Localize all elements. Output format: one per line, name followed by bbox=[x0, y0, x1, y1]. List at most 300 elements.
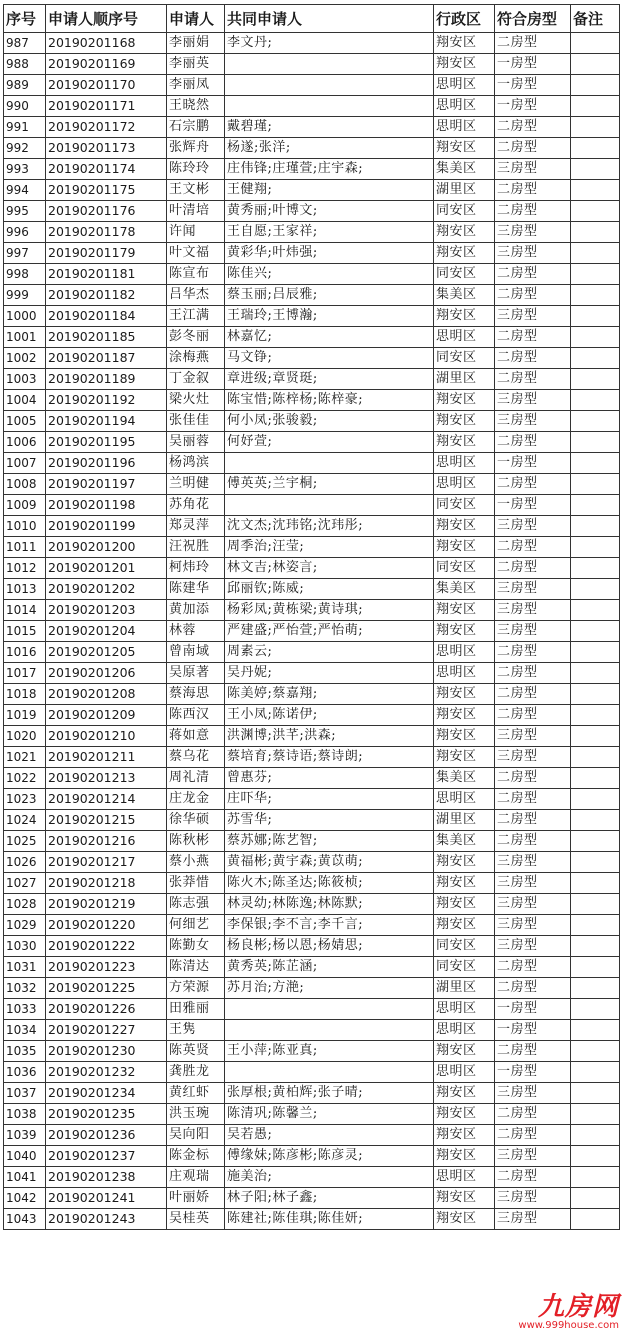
table-row bbox=[4, 789, 620, 810]
cell-remark bbox=[571, 96, 620, 117]
cell-district: 翔安区 bbox=[434, 1146, 495, 1167]
cell-house-type: 三房型 bbox=[495, 579, 571, 600]
table-row bbox=[4, 54, 620, 75]
table-row bbox=[4, 1188, 620, 1209]
cell-remark bbox=[571, 138, 620, 159]
cell-district: 集美区 bbox=[434, 285, 495, 306]
cell-house-type: 二房型 bbox=[495, 180, 571, 201]
cell-co-applicants: 王瑞玲;王博瀚; bbox=[225, 306, 434, 327]
cell-applicant-no: 20190201200 bbox=[46, 537, 167, 558]
cell-remark bbox=[571, 915, 620, 936]
cell-remark bbox=[571, 684, 620, 705]
cell-applicant: 吴向阳 bbox=[167, 1125, 225, 1146]
cell-co-applicants: 周季治;汪莹; bbox=[225, 537, 434, 558]
cell-applicant: 庄龙金 bbox=[167, 789, 225, 810]
table-header-row bbox=[4, 5, 620, 33]
cell-co-applicants bbox=[225, 453, 434, 474]
cell-applicant: 方荣源 bbox=[167, 978, 225, 999]
header-co-applicants: 共同申请人 bbox=[225, 5, 434, 33]
cell-house-type: 二房型 bbox=[495, 768, 571, 789]
cell-co-applicants: 林文吉;林姿言; bbox=[225, 558, 434, 579]
cell-house-type: 三房型 bbox=[495, 726, 571, 747]
cell-remark bbox=[571, 1167, 620, 1188]
cell-applicant-no: 20190201189 bbox=[46, 369, 167, 390]
cell-co-applicants: 黄秀丽;叶博文; bbox=[225, 201, 434, 222]
cell-applicant-no: 20190201215 bbox=[46, 810, 167, 831]
table-row bbox=[4, 558, 620, 579]
cell-house-type: 三房型 bbox=[495, 915, 571, 936]
table-row bbox=[4, 873, 620, 894]
table-row bbox=[4, 33, 620, 54]
cell-seq: 1013 bbox=[4, 579, 46, 600]
cell-applicant: 王隽 bbox=[167, 1020, 225, 1041]
cell-district: 翔安区 bbox=[434, 747, 495, 768]
cell-seq: 1034 bbox=[4, 1020, 46, 1041]
table-row bbox=[4, 978, 620, 999]
cell-applicant-no: 20190201214 bbox=[46, 789, 167, 810]
cell-house-type: 三房型 bbox=[495, 621, 571, 642]
table-row bbox=[4, 600, 620, 621]
table-row bbox=[4, 264, 620, 285]
cell-remark bbox=[571, 1146, 620, 1167]
cell-applicant: 丁金叙 bbox=[167, 369, 225, 390]
table-row bbox=[4, 453, 620, 474]
cell-applicant: 王江满 bbox=[167, 306, 225, 327]
cell-house-type: 二房型 bbox=[495, 285, 571, 306]
cell-seq: 1002 bbox=[4, 348, 46, 369]
cell-district: 翔安区 bbox=[434, 243, 495, 264]
cell-remark bbox=[571, 54, 620, 75]
cell-seq: 1018 bbox=[4, 684, 46, 705]
cell-district: 思明区 bbox=[434, 453, 495, 474]
cell-district: 翔安区 bbox=[434, 1104, 495, 1125]
cell-applicant: 吕华杰 bbox=[167, 285, 225, 306]
cell-applicant: 涂梅燕 bbox=[167, 348, 225, 369]
cell-applicant-no: 20190201197 bbox=[46, 474, 167, 495]
table-row bbox=[4, 1104, 620, 1125]
cell-co-applicants: 苏雪华; bbox=[225, 810, 434, 831]
cell-co-applicants: 吴丹妮; bbox=[225, 663, 434, 684]
cell-district: 翔安区 bbox=[434, 138, 495, 159]
cell-district: 同安区 bbox=[434, 348, 495, 369]
watermark-logo: 九房网 bbox=[537, 1292, 619, 1322]
cell-co-applicants bbox=[225, 1062, 434, 1083]
cell-remark bbox=[571, 222, 620, 243]
cell-applicant-no: 20190201238 bbox=[46, 1167, 167, 1188]
cell-district: 翔安区 bbox=[434, 600, 495, 621]
cell-district: 湖里区 bbox=[434, 810, 495, 831]
cell-house-type: 二房型 bbox=[495, 663, 571, 684]
cell-applicant: 石宗鹏 bbox=[167, 117, 225, 138]
cell-remark bbox=[571, 264, 620, 285]
cell-district: 思明区 bbox=[434, 789, 495, 810]
cell-applicant-no: 20190201185 bbox=[46, 327, 167, 348]
cell-district: 思明区 bbox=[434, 999, 495, 1020]
table-row bbox=[4, 306, 620, 327]
cell-seq: 989 bbox=[4, 75, 46, 96]
cell-seq: 1010 bbox=[4, 516, 46, 537]
cell-remark bbox=[571, 516, 620, 537]
cell-seq: 1007 bbox=[4, 453, 46, 474]
cell-applicant-no: 20190201208 bbox=[46, 684, 167, 705]
cell-co-applicants: 何妤萱; bbox=[225, 432, 434, 453]
cell-applicant-no: 20190201235 bbox=[46, 1104, 167, 1125]
cell-applicant-no: 20190201198 bbox=[46, 495, 167, 516]
table-row bbox=[4, 810, 620, 831]
cell-applicant-no: 20190201201 bbox=[46, 558, 167, 579]
cell-applicant: 曾南域 bbox=[167, 642, 225, 663]
cell-applicant-no: 20190201213 bbox=[46, 768, 167, 789]
table-row bbox=[4, 663, 620, 684]
cell-house-type: 二房型 bbox=[495, 264, 571, 285]
table-row bbox=[4, 957, 620, 978]
table-row bbox=[4, 285, 620, 306]
cell-house-type: 一房型 bbox=[495, 54, 571, 75]
cell-house-type: 二房型 bbox=[495, 705, 571, 726]
cell-district: 翔安区 bbox=[434, 915, 495, 936]
header-district: 行政区 bbox=[434, 5, 495, 33]
cell-house-type: 三房型 bbox=[495, 852, 571, 873]
cell-applicant-no: 20190201203 bbox=[46, 600, 167, 621]
cell-house-type: 二房型 bbox=[495, 117, 571, 138]
cell-co-applicants bbox=[225, 495, 434, 516]
cell-co-applicants: 王健翔; bbox=[225, 180, 434, 201]
cell-district: 翔安区 bbox=[434, 1125, 495, 1146]
cell-applicant: 陈宣布 bbox=[167, 264, 225, 285]
cell-co-applicants: 陈火木;陈圣达;陈筱桢; bbox=[225, 873, 434, 894]
cell-co-applicants: 林灵幼;林陈逸;林陈默; bbox=[225, 894, 434, 915]
cell-co-applicants: 王小凤;陈诺伊; bbox=[225, 705, 434, 726]
cell-remark bbox=[571, 432, 620, 453]
table-row bbox=[4, 894, 620, 915]
cell-house-type: 三房型 bbox=[495, 159, 571, 180]
cell-co-applicants: 庄伟锋;庄瑾萱;庄宇森; bbox=[225, 159, 434, 180]
cell-co-applicants: 黄彩华;叶炜强; bbox=[225, 243, 434, 264]
cell-district: 集美区 bbox=[434, 768, 495, 789]
table-row bbox=[4, 348, 620, 369]
cell-applicant-no: 20190201211 bbox=[46, 747, 167, 768]
cell-remark bbox=[571, 159, 620, 180]
cell-district: 翔安区 bbox=[434, 432, 495, 453]
table-row bbox=[4, 915, 620, 936]
cell-applicant-no: 20190201220 bbox=[46, 915, 167, 936]
cell-district: 湖里区 bbox=[434, 978, 495, 999]
cell-remark bbox=[571, 327, 620, 348]
cell-seq: 1038 bbox=[4, 1104, 46, 1125]
cell-remark bbox=[571, 495, 620, 516]
cell-co-applicants: 蔡玉丽;吕辰雅; bbox=[225, 285, 434, 306]
cell-remark bbox=[571, 348, 620, 369]
cell-district: 湖里区 bbox=[434, 369, 495, 390]
cell-co-applicants: 陈清巩;陈馨兰; bbox=[225, 1104, 434, 1125]
cell-applicant: 陈勤女 bbox=[167, 936, 225, 957]
cell-applicant-no: 20190201219 bbox=[46, 894, 167, 915]
cell-remark bbox=[571, 579, 620, 600]
cell-district: 翔安区 bbox=[434, 306, 495, 327]
table-row bbox=[4, 411, 620, 432]
cell-applicant-no: 20190201225 bbox=[46, 978, 167, 999]
cell-applicant: 周礼清 bbox=[167, 768, 225, 789]
cell-applicant: 吴原著 bbox=[167, 663, 225, 684]
cell-co-applicants: 何小凤;张骏毅; bbox=[225, 411, 434, 432]
cell-co-applicants: 陈建社;陈佳琪;陈佳妍; bbox=[225, 1209, 434, 1230]
table-row bbox=[4, 831, 620, 852]
cell-remark bbox=[571, 936, 620, 957]
cell-applicant-no: 20190201218 bbox=[46, 873, 167, 894]
cell-remark bbox=[571, 537, 620, 558]
cell-applicant-no: 20190201170 bbox=[46, 75, 167, 96]
cell-co-applicants: 林子阳;林子鑫; bbox=[225, 1188, 434, 1209]
cell-seq: 1023 bbox=[4, 789, 46, 810]
cell-district: 思明区 bbox=[434, 474, 495, 495]
cell-house-type: 一房型 bbox=[495, 1020, 571, 1041]
cell-house-type: 二房型 bbox=[495, 474, 571, 495]
cell-co-applicants: 杨良彬;杨以恩;杨婧思; bbox=[225, 936, 434, 957]
cell-remark bbox=[571, 369, 620, 390]
cell-seq: 998 bbox=[4, 264, 46, 285]
cell-applicant-no: 20190201237 bbox=[46, 1146, 167, 1167]
table-row bbox=[4, 936, 620, 957]
cell-applicant: 郑灵萍 bbox=[167, 516, 225, 537]
cell-seq: 1027 bbox=[4, 873, 46, 894]
cell-co-applicants: 王自愿;王家祥; bbox=[225, 222, 434, 243]
cell-co-applicants bbox=[225, 96, 434, 117]
table-row bbox=[4, 117, 620, 138]
cell-remark bbox=[571, 558, 620, 579]
cell-applicant: 黄加添 bbox=[167, 600, 225, 621]
table-row bbox=[4, 201, 620, 222]
cell-house-type: 二房型 bbox=[495, 1167, 571, 1188]
cell-applicant: 庄观瑞 bbox=[167, 1167, 225, 1188]
header-seq: 序号 bbox=[4, 5, 46, 33]
cell-district: 湖里区 bbox=[434, 180, 495, 201]
table-row bbox=[4, 852, 620, 873]
cell-remark bbox=[571, 621, 620, 642]
table-row bbox=[4, 1083, 620, 1104]
cell-remark bbox=[571, 600, 620, 621]
table-row bbox=[4, 705, 620, 726]
cell-applicant: 林蓉 bbox=[167, 621, 225, 642]
cell-district: 思明区 bbox=[434, 117, 495, 138]
cell-house-type: 三房型 bbox=[495, 390, 571, 411]
cell-house-type: 二房型 bbox=[495, 978, 571, 999]
cell-applicant: 苏角花 bbox=[167, 495, 225, 516]
cell-applicant: 叶清培 bbox=[167, 201, 225, 222]
cell-seq: 992 bbox=[4, 138, 46, 159]
cell-seq: 1031 bbox=[4, 957, 46, 978]
cell-applicant: 梁火灶 bbox=[167, 390, 225, 411]
table-row bbox=[4, 222, 620, 243]
cell-house-type: 二房型 bbox=[495, 33, 571, 54]
table-row bbox=[4, 390, 620, 411]
cell-district: 思明区 bbox=[434, 75, 495, 96]
table-row bbox=[4, 621, 620, 642]
cell-co-applicants: 黄秀英;陈芷涵; bbox=[225, 957, 434, 978]
cell-applicant: 王文彬 bbox=[167, 180, 225, 201]
table-row bbox=[4, 1146, 620, 1167]
table-row bbox=[4, 999, 620, 1020]
cell-co-applicants bbox=[225, 999, 434, 1020]
cell-applicant-no: 20190201222 bbox=[46, 936, 167, 957]
cell-remark bbox=[571, 726, 620, 747]
cell-applicant-no: 20190201227 bbox=[46, 1020, 167, 1041]
cell-house-type: 二房型 bbox=[495, 957, 571, 978]
cell-seq: 1016 bbox=[4, 642, 46, 663]
cell-house-type: 三房型 bbox=[495, 1188, 571, 1209]
cell-seq: 1017 bbox=[4, 663, 46, 684]
cell-applicant: 陈建华 bbox=[167, 579, 225, 600]
cell-applicant-no: 20190201232 bbox=[46, 1062, 167, 1083]
cell-house-type: 三房型 bbox=[495, 243, 571, 264]
cell-house-type: 三房型 bbox=[495, 936, 571, 957]
cell-remark bbox=[571, 33, 620, 54]
cell-remark bbox=[571, 1209, 620, 1230]
cell-remark bbox=[571, 768, 620, 789]
cell-applicant-no: 20190201199 bbox=[46, 516, 167, 537]
cell-applicant: 陈金标 bbox=[167, 1146, 225, 1167]
cell-seq: 1021 bbox=[4, 747, 46, 768]
cell-district: 翔安区 bbox=[434, 705, 495, 726]
cell-applicant: 蔡小燕 bbox=[167, 852, 225, 873]
cell-district: 同安区 bbox=[434, 957, 495, 978]
cell-remark bbox=[571, 1104, 620, 1125]
cell-seq: 1043 bbox=[4, 1209, 46, 1230]
cell-district: 翔安区 bbox=[434, 222, 495, 243]
table-row bbox=[4, 138, 620, 159]
applicant-table bbox=[3, 4, 620, 1230]
cell-district: 翔安区 bbox=[434, 873, 495, 894]
cell-district: 翔安区 bbox=[434, 537, 495, 558]
cell-remark bbox=[571, 852, 620, 873]
cell-applicant: 陈志强 bbox=[167, 894, 225, 915]
cell-applicant: 徐华硕 bbox=[167, 810, 225, 831]
table-row bbox=[4, 747, 620, 768]
cell-co-applicants bbox=[225, 75, 434, 96]
cell-district: 集美区 bbox=[434, 579, 495, 600]
cell-house-type: 二房型 bbox=[495, 684, 571, 705]
cell-remark bbox=[571, 831, 620, 852]
cell-district: 同安区 bbox=[434, 495, 495, 516]
table-row bbox=[4, 243, 620, 264]
cell-district: 思明区 bbox=[434, 1062, 495, 1083]
cell-seq: 991 bbox=[4, 117, 46, 138]
cell-seq: 1032 bbox=[4, 978, 46, 999]
cell-applicant: 张佳佳 bbox=[167, 411, 225, 432]
cell-applicant-no: 20190201216 bbox=[46, 831, 167, 852]
cell-district: 翔安区 bbox=[434, 390, 495, 411]
cell-remark bbox=[571, 1041, 620, 1062]
table-row bbox=[4, 579, 620, 600]
cell-seq: 1036 bbox=[4, 1062, 46, 1083]
cell-house-type: 二房型 bbox=[495, 558, 571, 579]
cell-co-applicants: 严建盛;严怡萱;严怡萌; bbox=[225, 621, 434, 642]
cell-remark bbox=[571, 873, 620, 894]
cell-applicant: 吴丽蓉 bbox=[167, 432, 225, 453]
cell-district: 集美区 bbox=[434, 831, 495, 852]
cell-applicant-no: 20190201178 bbox=[46, 222, 167, 243]
cell-seq: 1040 bbox=[4, 1146, 46, 1167]
cell-district: 同安区 bbox=[434, 201, 495, 222]
cell-co-applicants: 杨遂;张洋; bbox=[225, 138, 434, 159]
cell-house-type: 二房型 bbox=[495, 789, 571, 810]
cell-district: 翔安区 bbox=[434, 1188, 495, 1209]
cell-co-applicants: 章进级;章贤珽; bbox=[225, 369, 434, 390]
cell-house-type: 二房型 bbox=[495, 1125, 571, 1146]
cell-applicant-no: 20190201223 bbox=[46, 957, 167, 978]
table-row bbox=[4, 1209, 620, 1230]
cell-applicant: 张莽惜 bbox=[167, 873, 225, 894]
cell-district: 翔安区 bbox=[434, 894, 495, 915]
cell-remark bbox=[571, 957, 620, 978]
table-row bbox=[4, 1125, 620, 1146]
cell-co-applicants: 庄吓华; bbox=[225, 789, 434, 810]
cell-house-type: 三房型 bbox=[495, 222, 571, 243]
cell-applicant-no: 20190201176 bbox=[46, 201, 167, 222]
table-row bbox=[4, 180, 620, 201]
cell-remark bbox=[571, 390, 620, 411]
table-row bbox=[4, 474, 620, 495]
cell-applicant-no: 20190201210 bbox=[46, 726, 167, 747]
table-row bbox=[4, 369, 620, 390]
table-row bbox=[4, 516, 620, 537]
cell-remark bbox=[571, 180, 620, 201]
cell-remark bbox=[571, 201, 620, 222]
cell-district: 翔安区 bbox=[434, 621, 495, 642]
cell-co-applicants: 杨彩凤;黄栋梁;黄诗琪; bbox=[225, 600, 434, 621]
cell-applicant: 叶丽娇 bbox=[167, 1188, 225, 1209]
cell-co-applicants: 陈佳兴; bbox=[225, 264, 434, 285]
cell-applicant-no: 20190201179 bbox=[46, 243, 167, 264]
cell-seq: 1004 bbox=[4, 390, 46, 411]
cell-co-applicants: 戴碧瑾; bbox=[225, 117, 434, 138]
cell-seq: 1019 bbox=[4, 705, 46, 726]
cell-applicant: 蔡海思 bbox=[167, 684, 225, 705]
cell-seq: 1042 bbox=[4, 1188, 46, 1209]
cell-applicant-no: 20190201236 bbox=[46, 1125, 167, 1146]
cell-applicant-no: 20190201243 bbox=[46, 1209, 167, 1230]
cell-seq: 1005 bbox=[4, 411, 46, 432]
cell-remark bbox=[571, 978, 620, 999]
cell-house-type: 二房型 bbox=[495, 537, 571, 558]
cell-district: 翔安区 bbox=[434, 852, 495, 873]
cell-house-type: 三房型 bbox=[495, 516, 571, 537]
table-row bbox=[4, 159, 620, 180]
cell-applicant-no: 20190201195 bbox=[46, 432, 167, 453]
cell-district: 翔安区 bbox=[434, 684, 495, 705]
cell-co-applicants: 马文铮; bbox=[225, 348, 434, 369]
cell-remark bbox=[571, 117, 620, 138]
cell-seq: 1009 bbox=[4, 495, 46, 516]
table-row bbox=[4, 1041, 620, 1062]
cell-seq: 999 bbox=[4, 285, 46, 306]
cell-applicant-no: 20190201226 bbox=[46, 999, 167, 1020]
cell-applicant: 杨鸿滨 bbox=[167, 453, 225, 474]
cell-applicant: 蔡乌花 bbox=[167, 747, 225, 768]
cell-house-type: 三房型 bbox=[495, 1146, 571, 1167]
cell-applicant-no: 20190201168 bbox=[46, 33, 167, 54]
cell-co-applicants: 邱丽钦;陈威; bbox=[225, 579, 434, 600]
cell-applicant: 何细艺 bbox=[167, 915, 225, 936]
cell-remark bbox=[571, 411, 620, 432]
cell-applicant-no: 20190201204 bbox=[46, 621, 167, 642]
header-applicant-no: 申请人顺序号 bbox=[46, 5, 167, 33]
cell-house-type: 三房型 bbox=[495, 600, 571, 621]
cell-seq: 1026 bbox=[4, 852, 46, 873]
cell-applicant-no: 20190201171 bbox=[46, 96, 167, 117]
cell-house-type: 一房型 bbox=[495, 999, 571, 1020]
cell-district: 思明区 bbox=[434, 663, 495, 684]
table-row bbox=[4, 1167, 620, 1188]
